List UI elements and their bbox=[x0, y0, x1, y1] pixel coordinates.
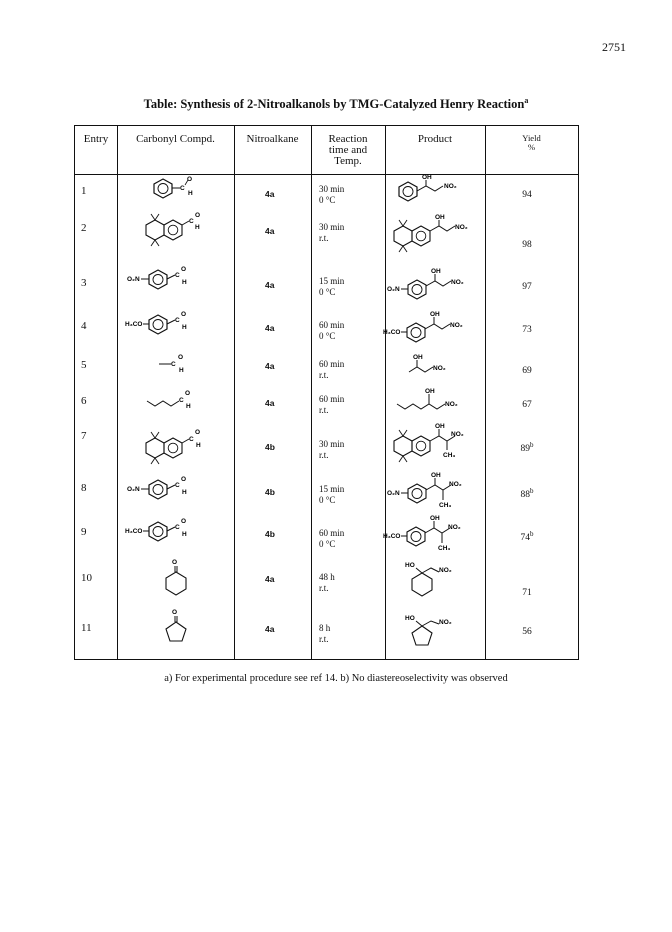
carbonyl-structure bbox=[155, 352, 205, 374]
reaction-time: 60 min bbox=[319, 320, 345, 330]
entry-number: 1 bbox=[81, 185, 87, 197]
header-reaction-line3: Temp. bbox=[334, 155, 362, 167]
reaction-time: 8 h bbox=[319, 623, 331, 633]
nitroalkane-id: 4b bbox=[265, 442, 275, 452]
svg-text:NO₂: NO₂ bbox=[449, 481, 462, 488]
svg-text:C: C bbox=[180, 185, 185, 192]
svg-text:H: H bbox=[182, 531, 187, 538]
svg-text:C: C bbox=[179, 397, 184, 404]
yield-number: 56 bbox=[522, 627, 532, 638]
yield-number: 67 bbox=[522, 400, 532, 411]
svg-text:NO₂: NO₂ bbox=[451, 279, 464, 286]
svg-text:OH: OH bbox=[430, 311, 440, 318]
svg-text:OH: OH bbox=[435, 214, 445, 221]
title-footnote-mark: a bbox=[524, 96, 529, 105]
header-divider bbox=[75, 174, 578, 175]
svg-text:H: H bbox=[182, 489, 187, 496]
reaction-time: 60 min bbox=[319, 394, 345, 404]
column-divider bbox=[385, 126, 386, 659]
svg-text:O: O bbox=[185, 390, 191, 397]
svg-text:OH: OH bbox=[431, 268, 441, 275]
page-number: 2751 bbox=[602, 40, 626, 54]
reaction-conditions bbox=[319, 359, 344, 381]
nitroalkane-id: 4b bbox=[265, 529, 275, 539]
carbonyl-structure bbox=[141, 426, 211, 468]
carbonyl-structure bbox=[141, 210, 211, 250]
product-structure bbox=[389, 214, 481, 256]
reaction-conditions bbox=[319, 184, 344, 206]
svg-text:H: H bbox=[182, 279, 187, 286]
entry-number: 9 bbox=[81, 526, 87, 538]
reaction-temp: 0 °C bbox=[319, 495, 336, 505]
svg-text:O₂N: O₂N bbox=[127, 276, 140, 283]
yield-value bbox=[507, 278, 547, 293]
reaction-time: 15 min bbox=[319, 276, 345, 286]
header-reaction-line2: time and bbox=[328, 144, 368, 156]
yield-footnote: b bbox=[530, 487, 534, 495]
svg-text:H: H bbox=[188, 190, 193, 197]
reaction-temp: r.t. bbox=[319, 583, 329, 593]
yield-number: 98 bbox=[522, 240, 532, 251]
nitroalkane-id: 4a bbox=[265, 624, 275, 634]
entry-number: 8 bbox=[81, 482, 87, 494]
yield-value bbox=[507, 362, 547, 377]
reaction-time: 30 min bbox=[319, 222, 345, 232]
yield-value bbox=[507, 486, 547, 501]
column-divider bbox=[485, 126, 486, 659]
yield-number: 97 bbox=[522, 282, 532, 293]
column-divider bbox=[117, 126, 118, 659]
yield-value bbox=[507, 396, 547, 411]
svg-text:O: O bbox=[187, 176, 193, 183]
svg-text:H: H bbox=[195, 224, 200, 231]
svg-text:C: C bbox=[189, 218, 194, 225]
reaction-time: 30 min bbox=[319, 184, 345, 194]
svg-text:O: O bbox=[195, 429, 201, 436]
header-yield bbox=[485, 134, 578, 152]
entry-number: 7 bbox=[81, 430, 87, 442]
header-reaction bbox=[311, 134, 385, 167]
nitroalkane-id: 4a bbox=[265, 574, 275, 584]
entry-number: 10 bbox=[81, 572, 92, 584]
reaction-conditions bbox=[319, 572, 335, 594]
table-title bbox=[0, 96, 672, 112]
nitroalkane-id: 4a bbox=[265, 398, 275, 408]
product-structure bbox=[389, 420, 481, 470]
svg-text:C: C bbox=[189, 436, 194, 443]
reaction-temp: r.t. bbox=[319, 233, 329, 243]
product-structure bbox=[383, 513, 483, 555]
reaction-conditions bbox=[319, 276, 344, 298]
reaction-time: 60 min bbox=[319, 359, 345, 369]
header-product: Product bbox=[417, 133, 453, 145]
svg-text:C: C bbox=[175, 317, 180, 324]
reaction-temp: r.t. bbox=[319, 450, 329, 460]
carbonyl-structure bbox=[159, 608, 193, 650]
svg-text:NO₂: NO₂ bbox=[450, 322, 463, 329]
svg-text:OH: OH bbox=[422, 174, 432, 181]
svg-text:NO₂: NO₂ bbox=[444, 183, 457, 190]
reaction-conditions bbox=[319, 528, 344, 550]
yield-value bbox=[507, 584, 547, 599]
yield-number: 89 bbox=[520, 444, 530, 455]
svg-text:O: O bbox=[195, 212, 201, 219]
reaction-conditions bbox=[319, 439, 344, 461]
svg-text:O: O bbox=[181, 266, 187, 273]
svg-text:H₃CO: H₃CO bbox=[125, 528, 143, 535]
entry-number: 3 bbox=[81, 277, 87, 289]
header-reaction-line1: Reaction bbox=[328, 133, 368, 145]
entry-number: 2 bbox=[81, 222, 87, 234]
svg-text:C: C bbox=[175, 524, 180, 531]
yield-number: 74 bbox=[520, 533, 530, 544]
reaction-time: 60 min bbox=[319, 528, 345, 538]
reaction-time: 30 min bbox=[319, 439, 345, 449]
svg-text:O: O bbox=[181, 476, 187, 483]
carbonyl-structure bbox=[143, 386, 213, 410]
svg-text:OH: OH bbox=[431, 472, 441, 479]
reaction-time: 15 min bbox=[319, 484, 345, 494]
yield-footnote: b bbox=[530, 441, 534, 449]
header-carbonyl: Carbonyl Compd. bbox=[136, 133, 215, 145]
nitroalkane-id: 4a bbox=[265, 361, 275, 371]
svg-text:H: H bbox=[179, 367, 184, 374]
svg-text:O: O bbox=[172, 609, 178, 616]
reaction-time: 48 h bbox=[319, 572, 335, 582]
product-structure bbox=[385, 266, 485, 300]
svg-text:HO: HO bbox=[405, 615, 415, 622]
nitroalkane-id: 4a bbox=[265, 323, 275, 333]
entry-number: 4 bbox=[81, 320, 87, 332]
svg-text:C: C bbox=[175, 272, 180, 279]
yield-value bbox=[507, 440, 547, 455]
product-structure bbox=[401, 559, 471, 605]
svg-text:NO₂: NO₂ bbox=[439, 619, 452, 626]
svg-text:NO₂: NO₂ bbox=[433, 365, 446, 372]
carbonyl-structure bbox=[125, 266, 225, 292]
reaction-conditions bbox=[319, 222, 344, 244]
product-structure bbox=[405, 352, 475, 378]
yield-number: 71 bbox=[522, 588, 532, 599]
yield-value bbox=[507, 623, 547, 638]
reaction-conditions bbox=[319, 394, 344, 416]
svg-text:O₂N: O₂N bbox=[387, 286, 400, 293]
entry-number: 6 bbox=[81, 395, 87, 407]
table-title-text: Table: Synthesis of 2-Nitroalkanols by TMG-Catalyzed Henry Reaction bbox=[143, 97, 525, 112]
reaction-temp: r.t. bbox=[319, 405, 329, 415]
carbonyl-structure bbox=[125, 518, 225, 544]
svg-text:OH: OH bbox=[430, 515, 440, 522]
yield-footnote: b bbox=[530, 530, 534, 538]
carbonyl-structure bbox=[125, 476, 225, 502]
product-structure bbox=[401, 611, 471, 655]
svg-text:NO₂: NO₂ bbox=[451, 431, 464, 438]
yield-value bbox=[507, 529, 547, 544]
reaction-temp: r.t. bbox=[319, 370, 329, 380]
yield-number: 69 bbox=[522, 366, 532, 377]
svg-text:NO₂: NO₂ bbox=[445, 401, 458, 408]
column-divider bbox=[234, 126, 235, 659]
header-nitroalkane: Nitroalkane bbox=[246, 133, 299, 145]
svg-text:H₃CO: H₃CO bbox=[383, 329, 401, 336]
header-entry: Entry bbox=[83, 133, 109, 145]
yield-value bbox=[507, 186, 547, 201]
entry-number: 11 bbox=[81, 622, 92, 634]
svg-text:O: O bbox=[181, 311, 187, 318]
svg-text:H: H bbox=[182, 324, 187, 331]
reaction-temp: 0 °C bbox=[319, 287, 336, 297]
yield-number: 88 bbox=[520, 490, 530, 501]
yield-number: 94 bbox=[522, 190, 532, 201]
product-structure bbox=[393, 384, 483, 414]
svg-text:OH: OH bbox=[413, 354, 423, 361]
nitroalkane-id: 4b bbox=[265, 487, 275, 497]
svg-text:H₃CO: H₃CO bbox=[383, 533, 401, 540]
product-structure bbox=[385, 470, 485, 512]
svg-text:NO₂: NO₂ bbox=[448, 524, 461, 531]
svg-text:O: O bbox=[178, 354, 184, 361]
header-yield-line1: Yield bbox=[522, 133, 541, 143]
product-structure bbox=[393, 174, 483, 204]
nitroalkane-id: 4a bbox=[265, 189, 275, 199]
entry-number: 5 bbox=[81, 359, 87, 371]
svg-text:H: H bbox=[196, 442, 201, 449]
svg-text:O₂N: O₂N bbox=[387, 490, 400, 497]
yield-value bbox=[507, 236, 547, 251]
nitroalkane-id: 4a bbox=[265, 280, 275, 290]
header-yield-line2: % bbox=[527, 142, 536, 152]
column-divider bbox=[311, 126, 312, 659]
reaction-conditions bbox=[319, 484, 344, 506]
carbonyl-structure bbox=[125, 311, 225, 337]
reaction-temp: 0 °C bbox=[319, 195, 336, 205]
nitroalkane-id: 4a bbox=[265, 226, 275, 236]
svg-text:H₃CO: H₃CO bbox=[125, 321, 143, 328]
yield-number: 73 bbox=[522, 325, 532, 336]
reaction-temp: 0 °C bbox=[319, 331, 336, 341]
results-table bbox=[74, 125, 579, 660]
svg-text:HO: HO bbox=[405, 562, 415, 569]
product-structure bbox=[383, 309, 483, 343]
svg-text:CH₃: CH₃ bbox=[439, 502, 452, 509]
svg-text:NO₂: NO₂ bbox=[455, 224, 468, 231]
svg-text:NO₂: NO₂ bbox=[439, 567, 452, 574]
svg-text:O₂N: O₂N bbox=[127, 486, 140, 493]
reaction-conditions bbox=[319, 320, 344, 342]
carbonyl-structure bbox=[159, 558, 193, 602]
svg-text:CH₃: CH₃ bbox=[438, 545, 451, 552]
reaction-conditions bbox=[319, 623, 330, 645]
svg-text:C: C bbox=[175, 482, 180, 489]
svg-text:H: H bbox=[186, 403, 191, 410]
reaction-temp: 0 °C bbox=[319, 539, 336, 549]
reaction-temp: r.t. bbox=[319, 634, 329, 644]
svg-text:OH: OH bbox=[435, 423, 445, 430]
svg-text:O: O bbox=[181, 518, 187, 525]
svg-text:CH₃: CH₃ bbox=[443, 452, 456, 459]
svg-text:O: O bbox=[172, 559, 178, 566]
svg-text:OH: OH bbox=[425, 388, 435, 395]
table-footnote: a) For experimental procedure see ref 14. b) No diastereoselectivity was observed bbox=[164, 673, 508, 684]
yield-value bbox=[507, 321, 547, 336]
svg-text:C: C bbox=[171, 361, 176, 368]
carbonyl-structure bbox=[147, 176, 207, 200]
